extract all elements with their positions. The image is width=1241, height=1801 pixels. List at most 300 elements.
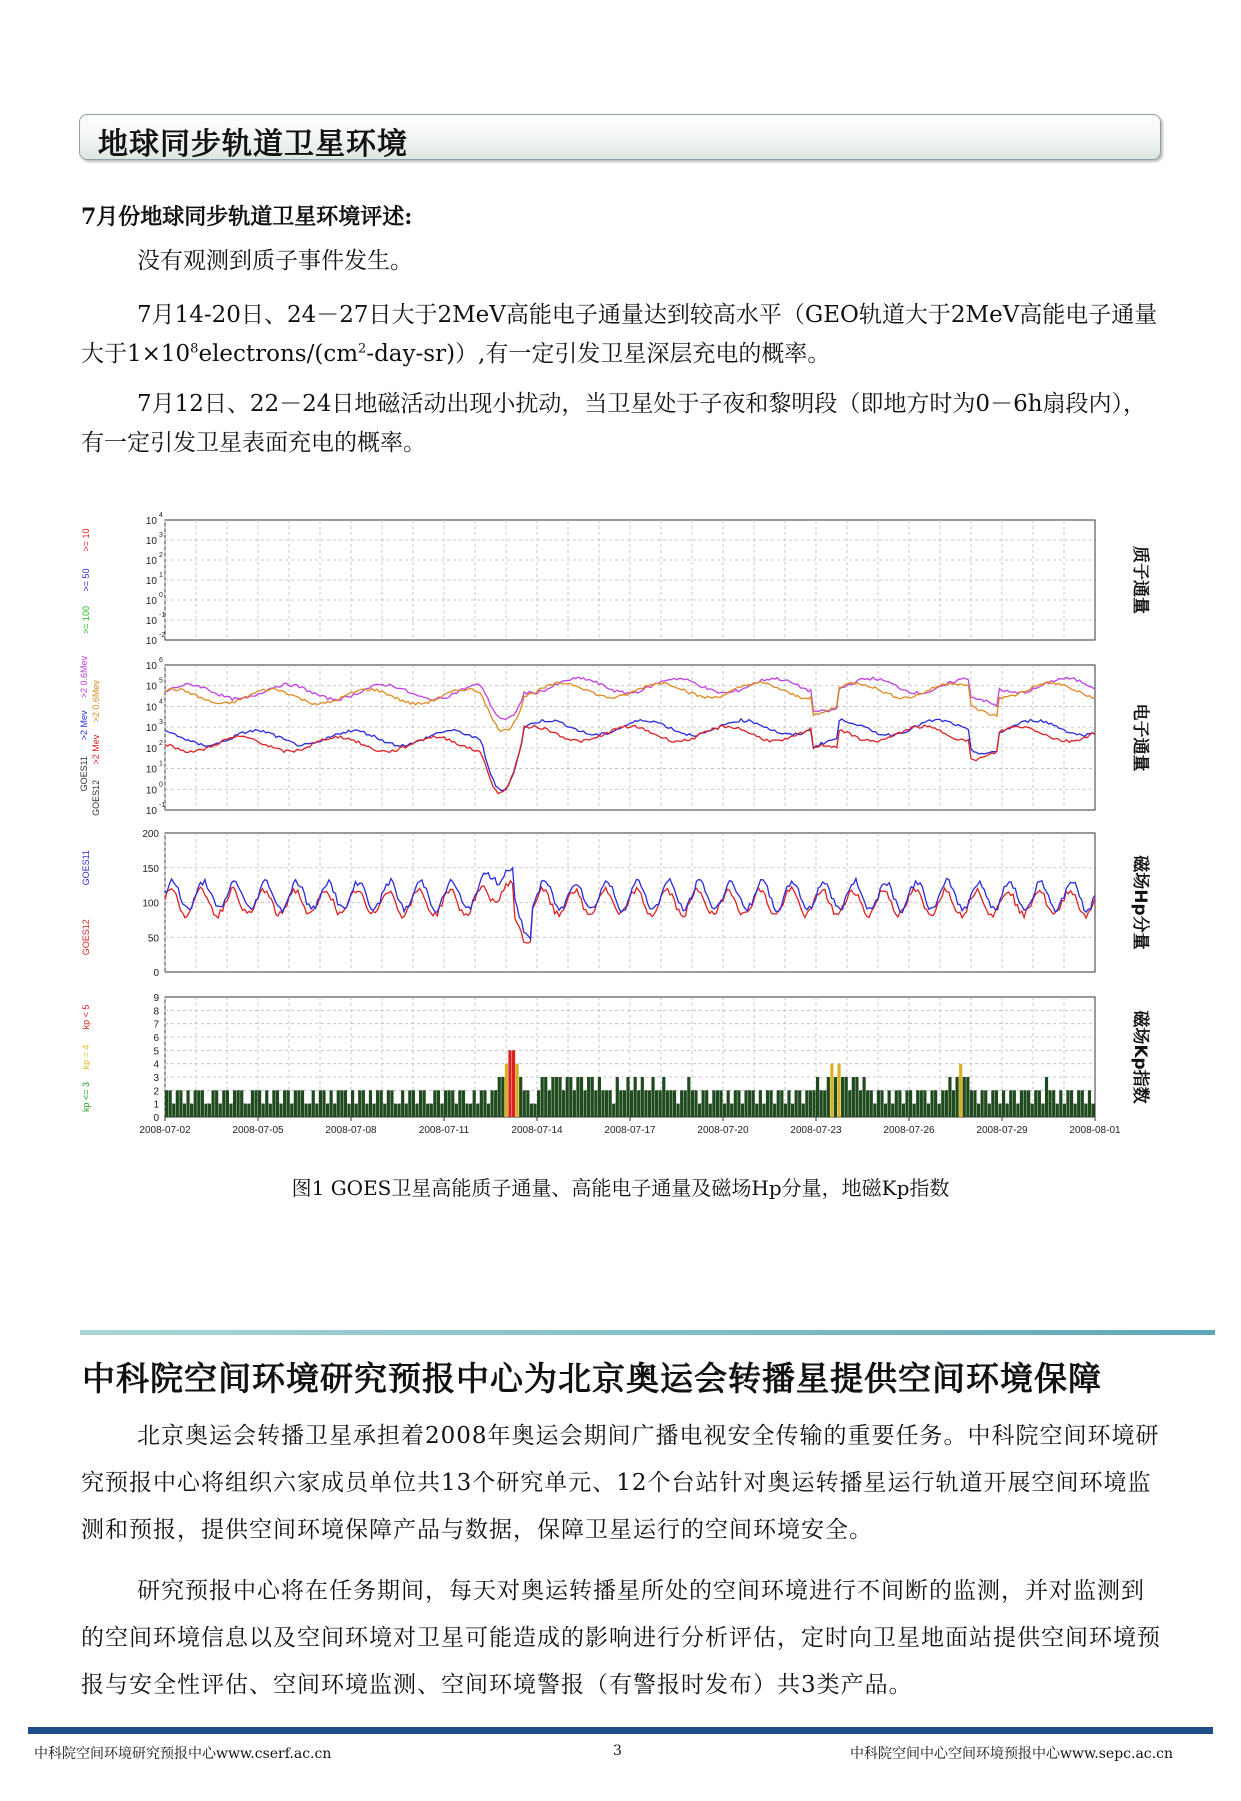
kp-bar (483, 1090, 486, 1117)
kp-bar (1016, 1104, 1019, 1117)
proton-legend-entry: >= 100 (81, 605, 91, 635)
kp-bar (880, 1090, 883, 1117)
proton-tick-label: 10 (145, 556, 157, 567)
kp-bar (455, 1104, 458, 1117)
kp-bar (562, 1090, 565, 1117)
electron-legend-entry: >2 0.6Mev (79, 655, 89, 699)
kp-bar (891, 1104, 894, 1117)
kp-bar (272, 1090, 275, 1117)
kp-bar (773, 1104, 776, 1117)
electron-tick-label: 10 (145, 723, 157, 735)
kp-bar (573, 1090, 576, 1117)
kp-bar (601, 1090, 604, 1117)
kp-tick-label: 5 (153, 1046, 159, 1058)
kp-bar (287, 1090, 290, 1117)
kp-bar (888, 1090, 891, 1117)
kp-bar (444, 1090, 447, 1117)
kp-bar (920, 1090, 923, 1117)
kp-bar (737, 1090, 740, 1117)
kp-bar (770, 1090, 773, 1117)
kp-bar (541, 1077, 544, 1117)
kp-bar (1066, 1090, 1069, 1117)
footer-rule (28, 1727, 1213, 1734)
goes-figure-svg (75, 505, 1150, 1145)
kp-bar (258, 1090, 261, 1117)
kp-bar (845, 1077, 848, 1117)
kp-bar (219, 1104, 222, 1117)
kp-bar (326, 1104, 329, 1117)
proton-tick-exponent: 1 (159, 572, 163, 579)
electron-legend-entry: >2 Mev (79, 710, 89, 741)
kp-bar (544, 1077, 547, 1117)
kp-bar (433, 1090, 436, 1117)
kp-bar (1049, 1090, 1052, 1117)
kp-bar (744, 1090, 747, 1117)
electron-legend-entry: GOES11 (79, 756, 89, 792)
proton-tick-label: 10 (145, 596, 157, 607)
kp-bar (662, 1077, 665, 1117)
kp-bar (916, 1090, 919, 1117)
kp-bar (269, 1104, 272, 1117)
kp-bar (1088, 1090, 1091, 1117)
kp-bar (648, 1090, 651, 1117)
kp-bar (1084, 1104, 1087, 1117)
kp-tick-label: 4 (153, 1059, 159, 1071)
kp-bar (508, 1050, 511, 1117)
kp-bar (222, 1090, 225, 1117)
kp-bar (419, 1090, 422, 1117)
kp-bar (415, 1104, 418, 1117)
kp-bar (558, 1077, 561, 1117)
proton-tick-exponent: 2 (159, 552, 163, 559)
x-tick-label: 2008-07-23 (790, 1125, 842, 1136)
kp-tick-label: 1 (153, 1099, 159, 1111)
electron-tick-label: 10 (145, 743, 157, 755)
kp-bar (215, 1090, 218, 1117)
kp-bar (766, 1090, 769, 1117)
kp-bar (1081, 1090, 1084, 1117)
review-paragraph-2 (81, 296, 1161, 374)
footer-left-link[interactable]: 中科院空间环境研究预报中心www.cserf.ac.cn (34, 1746, 332, 1762)
kp-bar (1020, 1090, 1023, 1117)
kp-bar (584, 1090, 587, 1117)
kp-bar (991, 1090, 994, 1117)
hp-tick-label: 50 (147, 933, 159, 945)
kp-bar (877, 1090, 880, 1117)
kp-bar (344, 1090, 347, 1117)
kp-bar (684, 1090, 687, 1117)
kp-bar (791, 1104, 794, 1117)
kp-bar (355, 1104, 358, 1117)
kp-bar (437, 1090, 440, 1117)
kp-bar (244, 1104, 247, 1117)
section-paragraph-1: 北京奥运会转播卫星承担着2008年奥运会期间广播电视安全传输的重要任务。中科院空间环境研究预报中心将组织六家成员单位共13个研究单元、12个台站针对奥运转播星运行轨道开展空间环境监测和预报，提供空间环境保障产品与数据，保障卫星运行的空间环境安全。 (81, 1423, 1160, 1543)
x-tick-label: 2008-07-02 (139, 1125, 191, 1136)
kp-bar (247, 1104, 250, 1117)
kp-bar (1063, 1104, 1066, 1117)
proton-tick-exponent: 4 (159, 512, 163, 519)
kp-bar (913, 1104, 916, 1117)
kp-bar (358, 1090, 361, 1117)
kp-tick-label: 9 (153, 993, 159, 1004)
kp-bar (945, 1090, 948, 1117)
kp-bar (905, 1090, 908, 1117)
kp-bar (616, 1077, 619, 1117)
kp-legend-entry: kp < 5 (81, 1004, 91, 1030)
kp-bar (186, 1090, 189, 1117)
kp-legend-entry: kp <= 3 (81, 1081, 91, 1113)
review-p2-tail: -day-sr)）,有一定引发卫星深层充电的概率。 (366, 341, 831, 367)
kp-bar (837, 1064, 840, 1117)
electron-tick-exponent: 2 (159, 739, 163, 747)
kp-bar (448, 1090, 451, 1117)
kp-bar (609, 1090, 612, 1117)
kp-bar (1002, 1090, 1005, 1117)
kp-bar (587, 1077, 590, 1117)
kp-bar (830, 1064, 833, 1117)
proton-tick-label: 10 (145, 576, 157, 587)
kp-bar (408, 1090, 411, 1117)
x-tick-label: 2008-07-20 (697, 1125, 749, 1136)
kp-bar (423, 1090, 426, 1117)
banner-title: 地球同步轨道卫星环境 (98, 127, 408, 162)
review-p2-exponent: 8 (190, 341, 199, 357)
kp-bar (312, 1090, 315, 1117)
proton-tick-label: 10 (145, 536, 157, 547)
kp-bar (1077, 1090, 1080, 1117)
kp-bar (1045, 1077, 1048, 1117)
electron-legend-entry: >2 Mev (91, 734, 101, 765)
kp-bar (240, 1090, 243, 1117)
kp-bar (734, 1090, 737, 1117)
kp-bar (516, 1064, 519, 1117)
x-tick-label: 2008-07-17 (604, 1125, 656, 1136)
kp-bar (612, 1104, 615, 1117)
electron-tick-exponent: 3 (159, 719, 163, 727)
kp-bar (183, 1104, 186, 1117)
kp-bar (297, 1090, 300, 1117)
kp-bar (795, 1090, 798, 1117)
kp-bar (233, 1090, 236, 1117)
kp-bar (859, 1090, 862, 1117)
kp-bar (369, 1090, 372, 1117)
kp-bar (626, 1077, 629, 1117)
kp-bar (784, 1104, 787, 1117)
kp-bar (884, 1104, 887, 1117)
section-title: 中科院空间环境研究预报中心为北京奥运会转播星提供空间环境保障 (82, 1359, 1102, 1398)
kp-bar (294, 1090, 297, 1117)
kp-bar (938, 1104, 941, 1117)
kp-bar (870, 1090, 873, 1117)
x-tick-label: 2008-08-01 (1069, 1125, 1121, 1136)
kp-bar (762, 1104, 765, 1117)
kp-bar (709, 1104, 712, 1117)
kp-bar (1091, 1104, 1094, 1117)
kp-bar (1009, 1090, 1012, 1117)
kp-bar (440, 1104, 443, 1117)
kp-bar (237, 1090, 240, 1117)
kp-tick-label: 7 (153, 1019, 159, 1031)
hp-tick-label: 100 (142, 898, 159, 910)
proton-tick-label: 10 (145, 616, 157, 627)
kp-bar (398, 1104, 401, 1117)
kp-bar (165, 1090, 168, 1117)
kp-bar (1034, 1090, 1037, 1117)
kp-bar (172, 1104, 175, 1117)
section-paragraph-2: 研究预报中心将在任务期间，每天对奥运转播星所处的空间环境进行不间断的监测，并对监测到的空间环境信息以及空间环境对卫星可能造成的影响进行分析评估，定时向卫星地面站提供空间环境预报与安全性评估、空间环境监测、空间环境警报（有警报时发布）共3类产品。 (81, 1578, 1161, 1698)
kp-bar (412, 1090, 415, 1117)
kp-bar (895, 1090, 898, 1117)
kp-bar (372, 1104, 375, 1117)
kp-bar (380, 1090, 383, 1117)
kp-bar (977, 1104, 980, 1117)
x-tick-label: 2008-07-05 (232, 1125, 284, 1136)
kp-bar (902, 1104, 905, 1117)
kp-bar (254, 1090, 257, 1117)
kp-bar (1006, 1104, 1009, 1117)
kp-bar (666, 1090, 669, 1117)
kp-bar (1023, 1090, 1026, 1117)
kp-bar (655, 1090, 658, 1117)
electron-tick-exponent: 1 (159, 760, 163, 768)
kp-bar (276, 1090, 279, 1117)
kp-bar (501, 1077, 504, 1117)
kp-bar (337, 1090, 340, 1117)
kp-bar (959, 1064, 962, 1117)
kp-bar (279, 1104, 282, 1117)
kp-bar (494, 1090, 497, 1117)
review-paragraph-1: 没有观测到质子事件发生。 (137, 248, 413, 274)
kp-bar (548, 1090, 551, 1117)
kp-bar (201, 1090, 204, 1117)
kp-bar (405, 1104, 408, 1117)
kp-bar (798, 1090, 801, 1117)
kp-bar (1059, 1090, 1062, 1117)
kp-bar (995, 1090, 998, 1117)
kp-bar (533, 1104, 536, 1117)
kp-bar (458, 1090, 461, 1117)
kp-legend-entry: kp = 4 (81, 1044, 91, 1070)
kp-bar (834, 1077, 837, 1117)
hp-tick-label: 200 (142, 829, 159, 840)
kp-bar (730, 1104, 733, 1117)
section-divider (80, 1330, 1215, 1335)
kp-bar (752, 1090, 755, 1117)
proton-tick-label: 10 (145, 636, 157, 647)
kp-bar (802, 1104, 805, 1117)
kp-bar (591, 1077, 594, 1117)
kp-bar (580, 1077, 583, 1117)
kp-bar (748, 1090, 751, 1117)
kp-tick-label: 2 (153, 1086, 159, 1098)
kp-bar (680, 1090, 683, 1117)
proton-tick-exponent: 0 (159, 592, 163, 599)
electron-tick-label: 10 (145, 702, 157, 714)
kp-bar (169, 1090, 172, 1117)
kp-bar (451, 1090, 454, 1117)
kp-bar (491, 1090, 494, 1117)
kp-bar (1052, 1090, 1055, 1117)
kp-bar (669, 1090, 672, 1117)
kp-bar (498, 1077, 501, 1117)
footer-right-link[interactable]: 中科院空间中心空间环境预报中心www.sepc.ac.cn (850, 1746, 1173, 1762)
kp-bar (863, 1077, 866, 1117)
kp-bar (394, 1104, 397, 1117)
kp-bar (866, 1090, 869, 1117)
kp-bar (659, 1090, 662, 1117)
kp-bar (898, 1090, 901, 1117)
panel-title: 磁场Kp指数 (1130, 1010, 1150, 1104)
proton-tick-label: 10 (145, 516, 157, 527)
kp-bar (569, 1077, 572, 1117)
kp-bar (644, 1090, 647, 1117)
kp-bar (351, 1090, 354, 1117)
kp-bar (988, 1104, 991, 1117)
kp-bar (873, 1104, 876, 1117)
kp-bar (1038, 1090, 1041, 1117)
kp-bar (194, 1090, 197, 1117)
panel-title: 电子通量 (1130, 703, 1150, 772)
kp-bar (462, 1090, 465, 1117)
x-tick-label: 2008-07-26 (883, 1125, 935, 1136)
kp-bar (1031, 1104, 1034, 1117)
review-p2-unit: electrons/(cm (198, 341, 359, 367)
kp-bar (212, 1090, 215, 1117)
kp-bar (301, 1090, 304, 1117)
kp-bar (687, 1077, 690, 1117)
electron-tick-exponent: 6 (159, 657, 163, 664)
kp-bar (262, 1104, 265, 1117)
kp-bar (208, 1104, 211, 1117)
kp-bar (973, 1090, 976, 1117)
kp-bar (984, 1090, 987, 1117)
review-heading: 7月份地球同步轨道卫星环境评述: (81, 204, 413, 230)
kp-bar (841, 1077, 844, 1117)
proton-tick-exponent: 3 (159, 532, 163, 539)
electron-tick-exponent: 0 (159, 781, 163, 789)
kp-bar (723, 1104, 726, 1117)
kp-bar (852, 1077, 855, 1117)
kp-bar (716, 1090, 719, 1117)
kp-bar (759, 1090, 762, 1117)
proton-legend-entry: >= 50 (81, 568, 91, 592)
kp-bar (537, 1090, 540, 1117)
kp-bar (930, 1090, 933, 1117)
kp-tick-label: 3 (153, 1073, 159, 1084)
kp-bar (340, 1090, 343, 1117)
kp-bar (365, 1104, 368, 1117)
kp-bar (383, 1104, 386, 1117)
kp-bar (970, 1090, 973, 1117)
kp-bar (347, 1104, 350, 1117)
goes-figure (75, 505, 1150, 1145)
kp-bar (598, 1077, 601, 1117)
kp-bar (594, 1090, 597, 1117)
kp-bar (927, 1104, 930, 1117)
kp-tick-label: 8 (153, 1006, 159, 1018)
kp-bar (634, 1077, 637, 1117)
electron-legend-entry: GOES12 (91, 779, 101, 816)
kp-bar (390, 1090, 393, 1117)
kp-bar (476, 1104, 479, 1117)
kp-bar (619, 1090, 622, 1117)
kp-bar (480, 1090, 483, 1117)
hp-legend-entry: GOES11 (81, 850, 91, 886)
kp-bar (948, 1077, 951, 1117)
kp-bar (473, 1090, 476, 1117)
panel-title: 质子通量 (1130, 546, 1150, 614)
kp-bar (519, 1077, 522, 1117)
kp-bar (322, 1090, 325, 1117)
kp-bar (401, 1090, 404, 1117)
kp-bar (816, 1077, 819, 1117)
hp-legend-entry: GOES12 (81, 919, 91, 956)
kp-bar (226, 1090, 229, 1117)
kp-bar (741, 1104, 744, 1117)
kp-bar (651, 1077, 654, 1117)
kp-bar (712, 1090, 715, 1117)
kp-bar (998, 1104, 1001, 1117)
kp-bar (637, 1090, 640, 1117)
kp-bar (465, 1104, 468, 1117)
kp-bar (727, 1090, 730, 1117)
kp-bar (820, 1090, 823, 1117)
kp-bar (787, 1090, 790, 1117)
kp-bar (330, 1090, 333, 1117)
kp-bar (229, 1104, 232, 1117)
hp-tick-label: 150 (142, 863, 159, 875)
kp-bar (623, 1090, 626, 1117)
electron-tick-exponent: 5 (159, 677, 163, 685)
kp-bar (376, 1090, 379, 1117)
kp-bar (923, 1090, 926, 1117)
kp-bar (197, 1090, 200, 1117)
kp-bar (963, 1077, 966, 1117)
kp-tick-label: 6 (153, 1033, 159, 1044)
electron-tick-label: 10 (145, 785, 157, 797)
x-tick-label: 2008-07-14 (511, 1125, 563, 1136)
kp-bar (1013, 1090, 1016, 1117)
kp-bar (809, 1090, 812, 1117)
proton-tick-exponent: -1 (159, 612, 166, 619)
kp-bar (308, 1104, 311, 1117)
kp-bar (780, 1090, 783, 1117)
kp-bar (523, 1090, 526, 1117)
kp-bar (605, 1090, 608, 1117)
x-tick-label: 2008-07-08 (325, 1125, 377, 1136)
kp-bar (1056, 1104, 1059, 1117)
kp-bar (305, 1104, 308, 1117)
kp-bar (641, 1077, 644, 1117)
proton-tick-exponent: -2 (159, 632, 166, 639)
kp-bar (1070, 1090, 1073, 1117)
kp-bar (430, 1104, 433, 1117)
kp-bar (555, 1077, 558, 1117)
kp-bar (673, 1090, 676, 1117)
kp-bar (290, 1104, 293, 1117)
kp-bar (176, 1090, 179, 1117)
kp-bar (755, 1104, 758, 1117)
kp-bar (1027, 1090, 1030, 1117)
section-banner (79, 114, 1161, 160)
x-tick-label: 2008-07-11 (418, 1125, 470, 1136)
kp-bar (487, 1104, 490, 1117)
kp-bar (630, 1090, 633, 1117)
proton-legend-entry: >= 10 (81, 528, 91, 552)
kp-bar (362, 1090, 365, 1117)
electron-tick-label: 10 (145, 681, 157, 693)
electron-tick-label: 10 (145, 806, 157, 817)
